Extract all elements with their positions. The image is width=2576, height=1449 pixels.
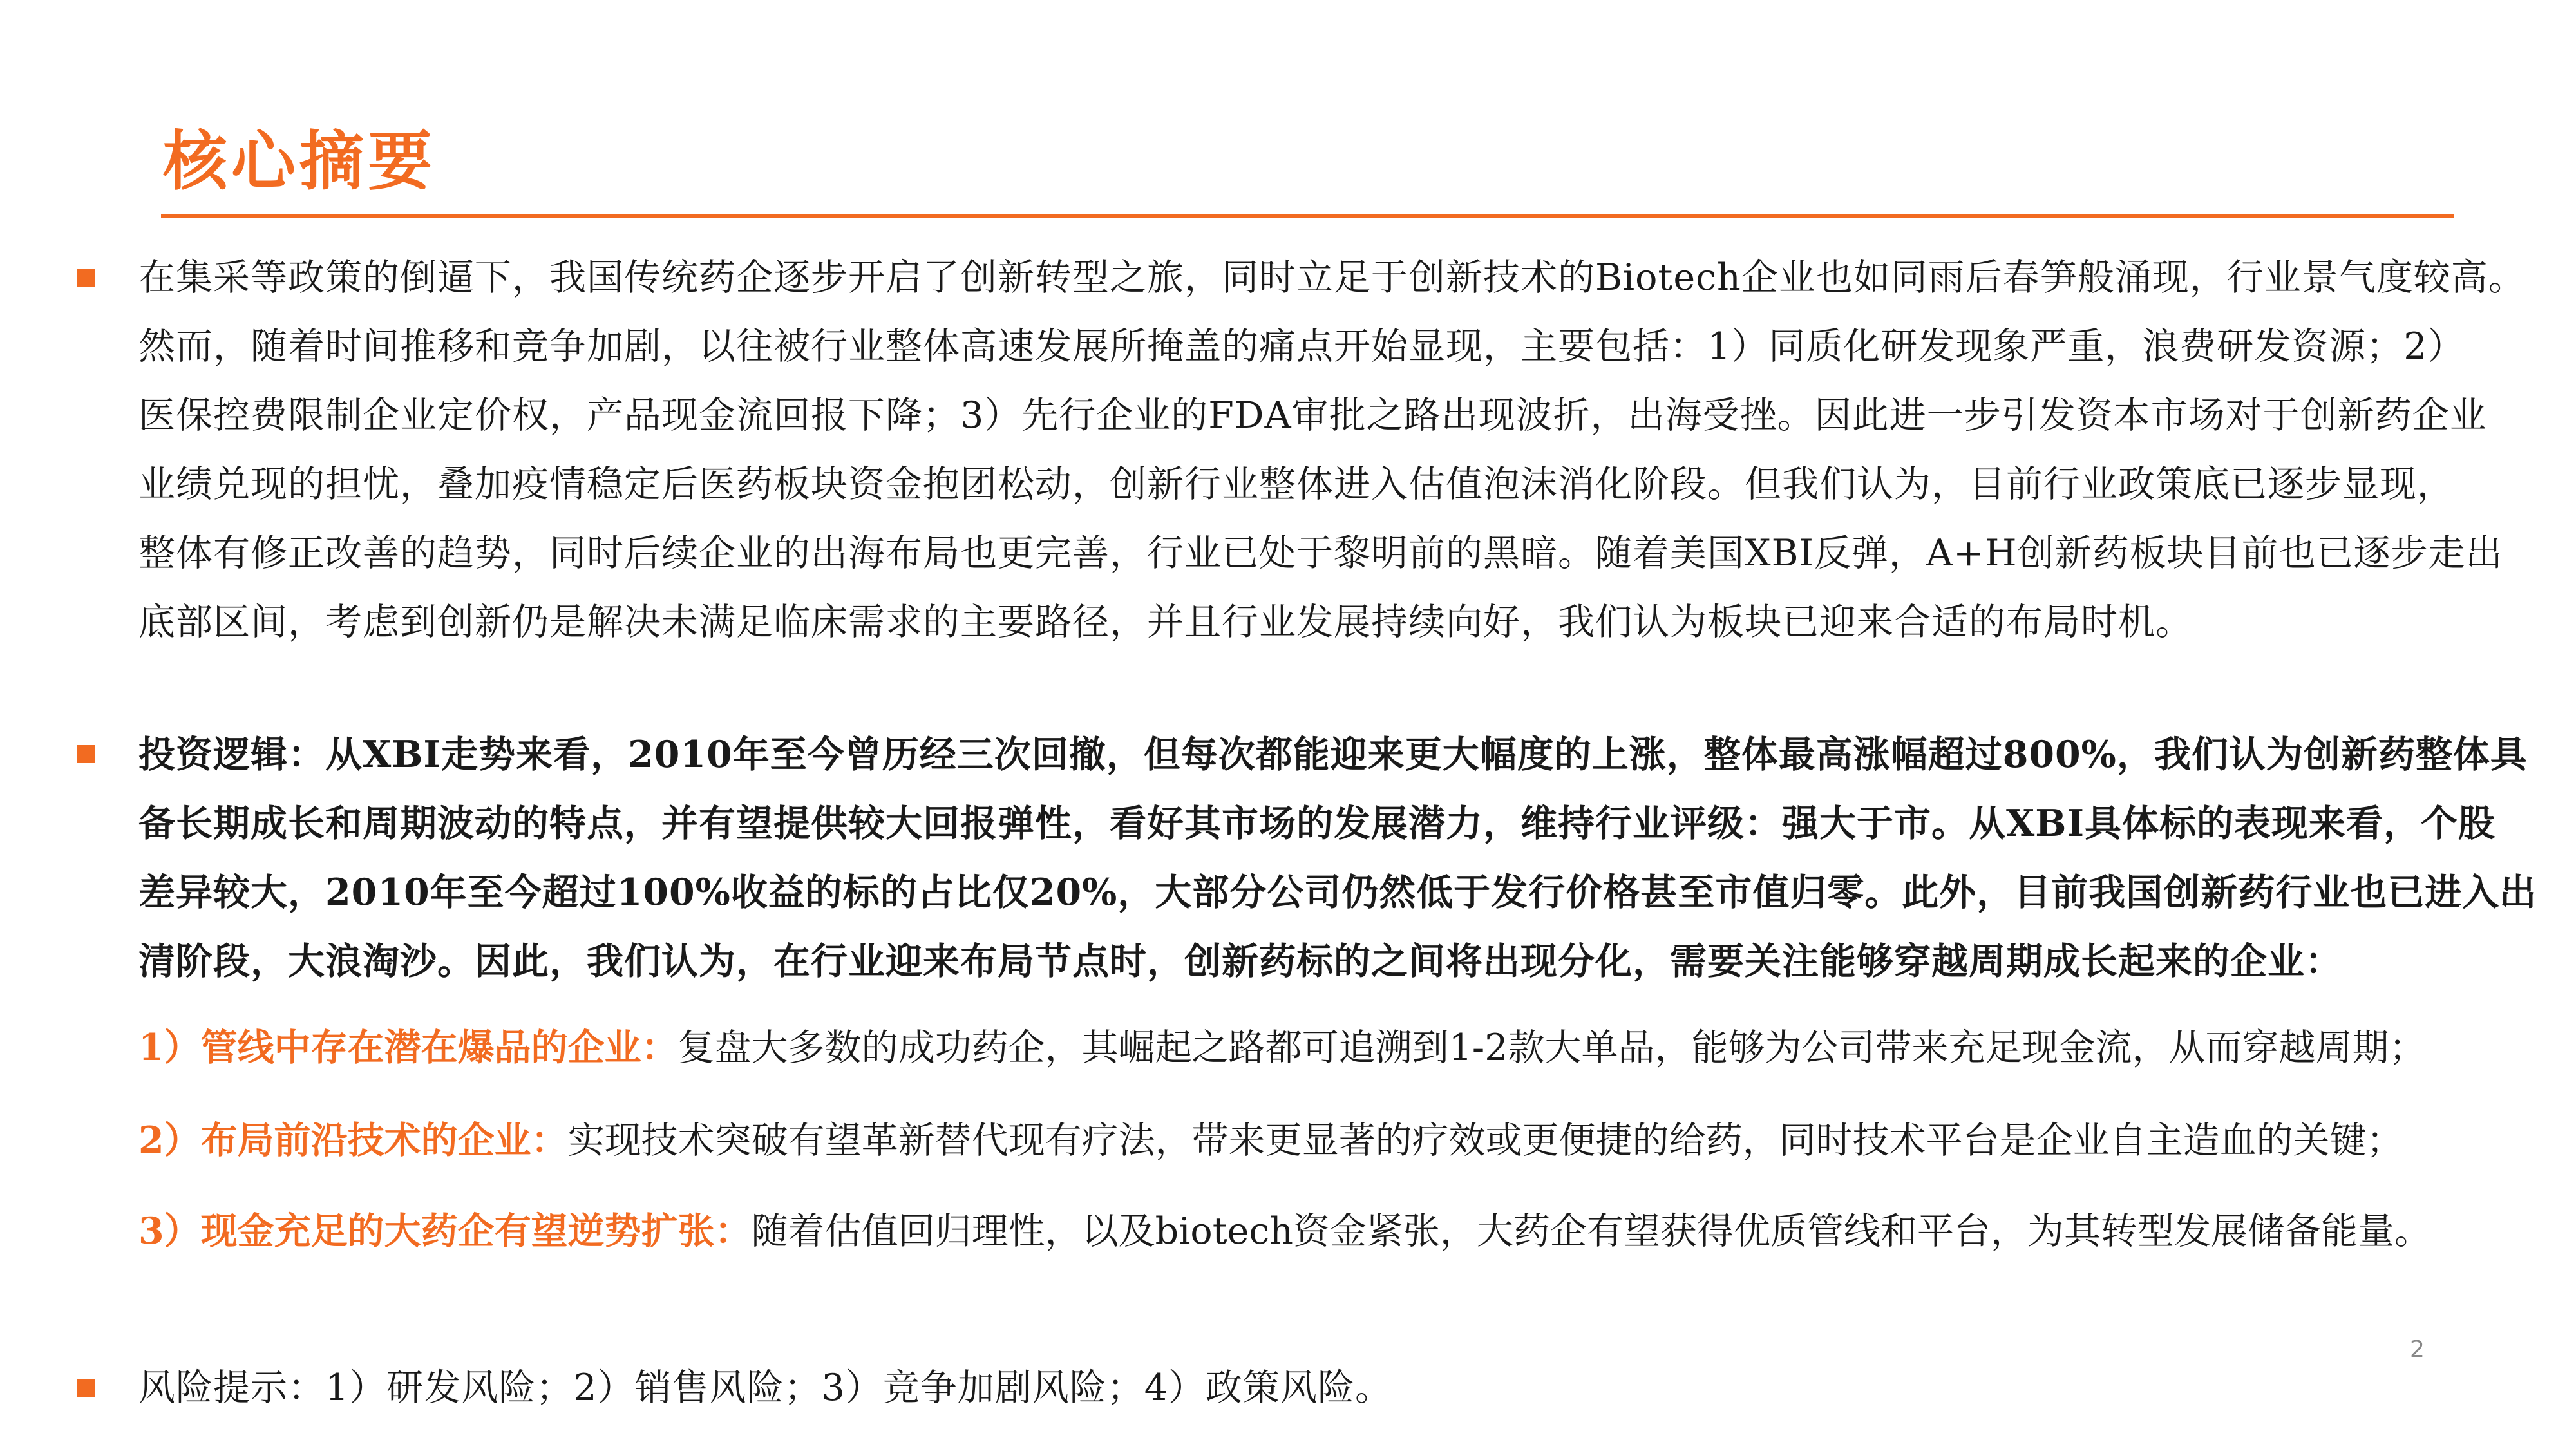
bullet-square-icon — [77, 745, 95, 763]
bullet-square-icon — [77, 1379, 95, 1397]
logic-line: 投资逻辑：从XBI走势来看，2010年至今曾历经三次回撤，但每次都能迎来更大幅度的上涨，整体最高涨幅超过800%，我们认为创新药整体具 — [138, 733, 2528, 776]
bullet-square-icon — [77, 269, 95, 287]
logic-point-2 — [138, 1106, 2521, 1175]
intro-line: 在集采等政策的倒逼下，我国传统药企逐步开启了创新转型之旅，同时立足于创新技术的Biotech企业也如同雨后春笋般涌现，行业景气度较高。 — [138, 256, 2526, 299]
logic-point-text: 复盘大多数的成功药企，其崛起之路都可追溯到1-2款大单品，能够为公司带来充足现金流，从而穿越周期； — [677, 1027, 2426, 1069]
logic-point-text: 随着估值回归理性，以及biotech资金紧张，大药企有望获得优质管线和平台，为其转型发展储备能量。 — [751, 1210, 2431, 1253]
title-divider — [161, 214, 2454, 218]
risk-paragraph — [138, 1354, 2521, 1423]
logic-point-label: 3）现金充足的大药企有望逆势扩张： — [138, 1209, 752, 1253]
page-number: 2 — [2410, 1336, 2425, 1363]
logic-point-text: 实现技术突破有望革新替代现有疗法，带来更显著的疗效或更便捷的给药，同时技术平台是企业自主造血的关键； — [567, 1119, 2403, 1162]
intro-paragraph — [138, 243, 2526, 657]
logic-point-3 — [138, 1197, 2521, 1266]
logic-point-label: 1）管线中存在潜在爆品的企业： — [138, 1026, 678, 1069]
intro-line: 然而，随着时间推移和竞争加剧，以往被行业整体高速发展所掩盖的痛点开始显现，主要包括：1）同质化研发现象严重，浪费研发资源；2） — [138, 325, 2465, 368]
logic-point-1 — [138, 1013, 2521, 1083]
intro-line: 底部区间，考虑到创新仍是解决未满足临床需求的主要路径，并且行业发展持续向好，我们认为板块已迎来合适的布局时机。 — [138, 601, 2193, 643]
logic-line: 差异较大，2010年至今超过100%收益的标的占比仅20%，大部分公司仍然低于发行价格甚至市值归零。此外，目前我国创新药行业也已进入出 — [138, 871, 2537, 914]
logic-line: 备长期成长和周期波动的特点，并有望提供较大回报弹性，看好其市场的发展潜力，维持行业评级：强大于市。从XBI具体标的表现来看，个股 — [138, 802, 2496, 845]
logic-point-label: 2）布局前沿技术的企业： — [138, 1119, 568, 1162]
intro-line: 业绩兑现的担忧，叠加疫情稳定后医药板块资金抱团松动，创新行业整体进入估值泡沫消化阶段。但我们认为，目前行业政策底已逐步显现， — [138, 463, 2454, 506]
intro-line: 整体有修正改善的趋势，同时后续企业的出海布局也更完善，行业已处于黎明前的黑暗。随着美国XBI反弹，A+H创新药板块目前也已逐步走出 — [138, 532, 2503, 574]
page-title: 核心摘要 — [163, 123, 436, 199]
intro-line: 医保控费限制企业定价权，产品现金流回报下降；3）先行企业的FDA审批之路出现波折，出海受挫。因此进一步引发资本市场对于创新药企业 — [138, 394, 2487, 437]
risk-line: 风险提示：1）研发风险；2）销售风险；3）竞争加剧风险；4）政策风险。 — [138, 1367, 1393, 1409]
logic-line: 清阶段，大浪淘沙。因此，我们认为，在行业迎来布局节点时，创新药标的之间将出现分化，需要关注能够穿越周期成长起来的企业： — [138, 940, 2342, 983]
investment-logic-paragraph — [138, 720, 2537, 996]
